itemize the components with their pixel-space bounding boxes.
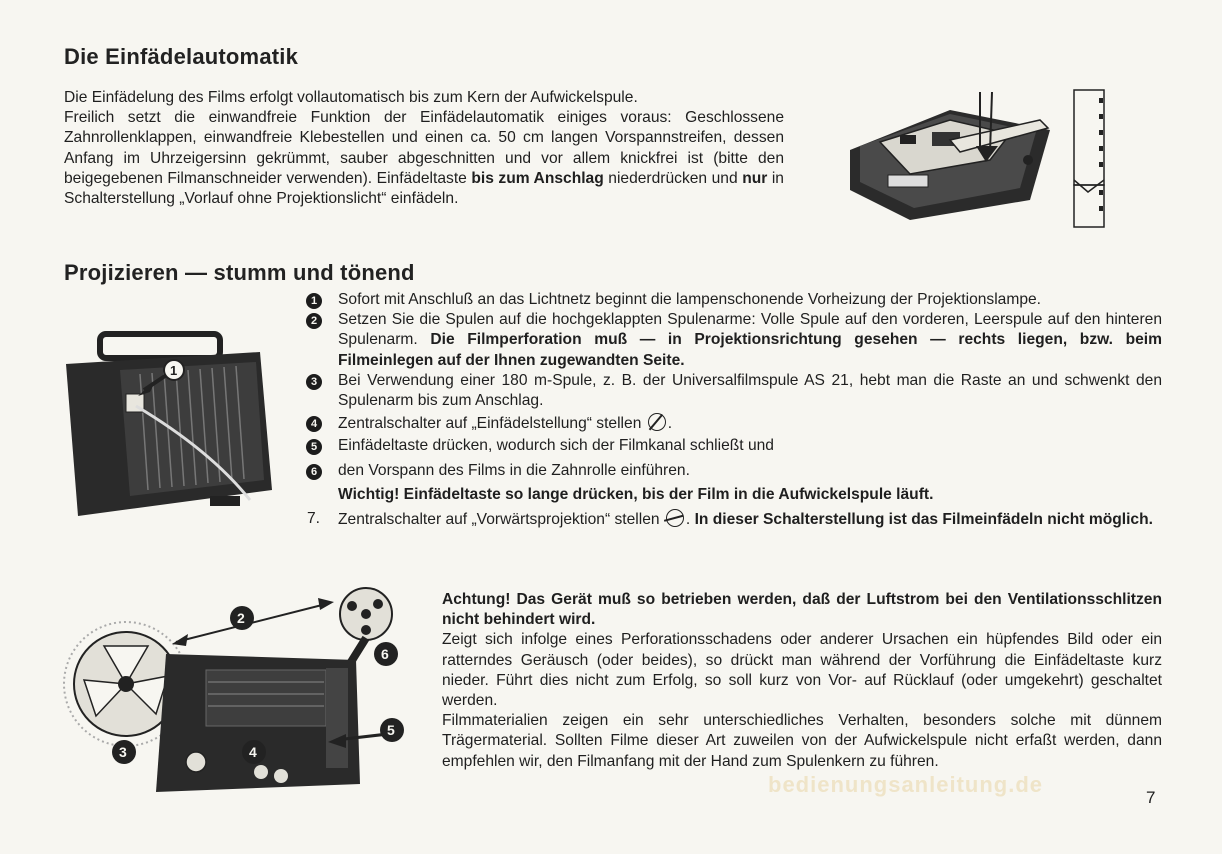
warning-heading: Achtung! Das Gerät muß so betrieben werden, daß der Luftstrom bei den Ventilationsschlitzen nicht behindert wird. xyxy=(442,591,1162,629)
step-text: Zentralschalter auf „Einfädelstellung“ stellen xyxy=(338,415,642,433)
step-3 xyxy=(304,371,1162,411)
warning-block xyxy=(442,590,1162,772)
section-title-projecting: Projizieren — stumm und tönend xyxy=(64,260,415,285)
page-number: 7 xyxy=(1146,788,1156,807)
step-number: 1 xyxy=(306,293,322,309)
step-text: Einfädeltaste drücken, wodurch sich der Filmkanal schließt und xyxy=(338,437,774,455)
section-title-threading: Die Einfädelautomatik xyxy=(64,44,299,69)
step-text-after: . xyxy=(667,415,673,433)
step-text: Setzen Sie die Spulen auf die hochgeklappten Spulenarme: Volle Spule auf den vorderen, Leerspule auf den hinteren Spulenarm. xyxy=(338,311,1162,349)
step-7 xyxy=(304,509,1162,530)
step-number: 6 xyxy=(306,464,322,480)
threading-paragraph xyxy=(64,88,784,209)
step-5 xyxy=(304,436,1162,456)
step-number: 5 xyxy=(306,439,322,455)
callout-4: 4 xyxy=(249,744,257,760)
callout-3: 3 xyxy=(119,744,127,760)
threading-mechanism-illustration xyxy=(840,80,1140,240)
step-text: Bei Verwendung einer 180 m-Spule, z. B. der Universalfilmspule AS 21, hebt man die Raste an und schwenkt den Spulenarm bis zum Anschlag. xyxy=(338,371,1162,410)
step-text-bold: Die Filmperforation muß — in Projektionsrichtung gesehen — rechts liegen, bzw. beim Filmeinlegen auf der Ihnen zugewandten Seite. xyxy=(338,331,1163,369)
callout-1: 1 xyxy=(170,363,178,378)
threading-text-e: in Schalterstellung „Vorlauf ohne Projektionslicht“ einfädeln. xyxy=(64,169,784,208)
step-number: 3 xyxy=(306,374,322,390)
step-text: den Vorspann des Films in die Zahnrolle einführen. xyxy=(338,461,690,479)
step-4 xyxy=(304,413,1162,434)
step-text-bold: In dieser Schalterstellung ist das Filmeinfädeln nicht möglich. xyxy=(694,511,1153,529)
step-6 xyxy=(304,461,1162,481)
callout-6: 6 xyxy=(381,646,389,662)
threading-text-a: Freilich setzt die einwandfreie Funktion der Einfädelautomatik einiges voraus: Geschlossene Zahnrollenklappen, einwandfreie Klebestellen und einen ca. 50 cm langen Vorspannstreifen, dessen Anfang im Uhrzeigersinn gekrümmt, sauber abgeschnitten und vor allem knickfrei ist (bitte den beigegebenen Filmanschneider verwenden). Einfädeltaste xyxy=(64,109,784,187)
step-number: 4 xyxy=(306,416,322,432)
warning-text-1: Zeigt sich infolge eines Perforationsschadens oder anderer Ursachen ein hüpfendes Bild oder ein ratterndes Geräusch (oder beides), so drückt man während der Vorführung die Einfädeltaste kurz nieder. Führt dies nicht zum Erfolg, so soll kurz von Vor- auf Rücklauf (oder umgekehrt) geschaltet werden. xyxy=(442,631,1162,710)
callout-2: 2 xyxy=(237,610,245,626)
projector-reels-illustration xyxy=(56,584,436,800)
step-important xyxy=(304,485,1162,505)
threading-text-bold-a: bis zum Anschlag xyxy=(471,169,604,187)
warning-text-2: Filmmaterialien zeigen ein sehr unterschiedliches Verhalten, besonders solche mit dünnem Trägermaterial. Sollten Filme dieser Art zuweilen von der Aufwickelspule nicht erfaßt werden, dann empfehlen wir, den Filmanfang mit der Hand zum Spulenkern zu führen. xyxy=(442,712,1162,770)
threading-text-bold-d: nur xyxy=(742,169,768,187)
projecting-steps-list xyxy=(304,290,1162,530)
projector-closed-illustration xyxy=(60,330,290,530)
step-1 xyxy=(304,290,1162,310)
important-note: Wichtig! Einfädeltaste so lange drücken, bis der Film in die Aufwickelspule läuft. xyxy=(338,485,934,503)
threading-text-intro: Die Einfädelung des Films erfolgt vollautomatisch bis zum Kern der Aufwickelspule. xyxy=(64,89,638,106)
threading-text-c: niederdrücken und xyxy=(603,169,743,187)
callout-5: 5 xyxy=(387,722,395,738)
step-text: Sofort mit Anschluß an das Lichtnetz beginnt die lampenschonende Vorheizung der Projektionslampe. xyxy=(338,291,1042,308)
step-text: Zentralschalter auf „Vorwärtsprojektion“ stellen xyxy=(338,511,660,529)
threading-position-symbol-icon xyxy=(648,413,666,431)
step-text-after: . xyxy=(685,511,695,529)
step-2 xyxy=(304,310,1162,371)
forward-projection-symbol-icon xyxy=(666,509,684,527)
step-number: 7. xyxy=(307,510,321,528)
step-number: 2 xyxy=(306,313,322,329)
watermark: bedienungsanleitung.de xyxy=(768,772,1044,797)
threading-text-requirements xyxy=(64,108,784,209)
